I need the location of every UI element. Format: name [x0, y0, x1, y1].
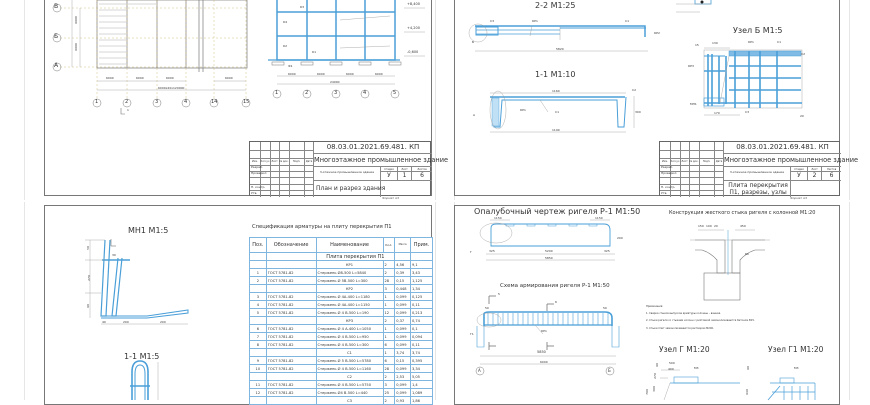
spec-col-name: Наименование — [316, 238, 383, 253]
plan-dim: 6000 — [225, 76, 233, 80]
spec-cell-pos: 2 — [250, 277, 267, 285]
spec-cell-name: Стержень Ø 4А-400 L=1150 — [316, 301, 383, 309]
spec-cell-doc: ГОСТ 5781-82 — [266, 333, 316, 341]
spec-cell-note: 0,11 — [410, 341, 432, 349]
section-cut-mark: 1 — [127, 108, 129, 112]
rebar-label-c2: С2 — [801, 52, 806, 56]
col-header: Изм. — [252, 160, 258, 163]
joint-dim: 20 — [714, 224, 718, 228]
formwork-dim: 5850 — [545, 256, 553, 260]
spec-cell-note: 0,1 — [410, 325, 432, 333]
rebar-label-mn1: МН1 — [690, 102, 697, 106]
foundation-label: Ф1 — [288, 64, 293, 68]
node-g-title: Узел Г М1:20 — [659, 345, 710, 354]
plan-dim: 6000 — [136, 76, 144, 80]
spec-cell-qty: 1 — [383, 293, 395, 301]
spec-cell-name: Стержень Ø 4А-400 L=1180 — [316, 293, 383, 301]
section-total-dim: 24000 — [330, 80, 340, 84]
spec-col-mass: Масса — [395, 238, 411, 253]
spec-cell-name: Стержень Ø 4 В-500 L=950 — [316, 333, 383, 341]
col-header: Лист — [681, 160, 688, 163]
section-2-2-dim: 5820 — [556, 47, 564, 51]
spec-cell-pos: 9 — [250, 357, 267, 365]
formwork-dim: 200 — [617, 236, 623, 240]
spec-cell-note: 5,05 — [410, 373, 432, 381]
spec-cell-mass: 0,099 — [395, 333, 411, 341]
axis-num-4: 4 — [184, 99, 188, 105]
level-mark: +8,400 — [407, 2, 420, 6]
formwork-dim: 1150 — [494, 216, 502, 220]
spec-cell-pos: 5 — [250, 309, 267, 317]
beam-formwork — [480, 220, 615, 260]
format-label: Формат А3 — [382, 196, 400, 200]
sheet-title: Плита перекрытия П1, разрезы, узлы — [724, 181, 791, 197]
spec-cell-qty: 1 — [383, 349, 395, 357]
joint-dim: 450 — [740, 224, 746, 228]
section-axis-1: 1 — [275, 90, 279, 96]
axis-label-a: А — [54, 62, 59, 69]
spec-cell-qty: 3 — [383, 381, 395, 389]
section-1-1-title: 1-1 М1:10 — [535, 70, 576, 79]
spec-cell-pos: 10 — [250, 365, 267, 373]
spec-cell-doc: ГОСТ 5781-82 — [266, 301, 316, 309]
spec-cell-qty: 1 — [383, 301, 395, 309]
spec-cell-mass: 3,74 — [395, 349, 411, 357]
axis-num-2: 2 — [125, 99, 129, 105]
document-code: 08.03.01.2021.69.481. КП — [724, 142, 841, 154]
notes-title: Примечания: — [646, 305, 664, 308]
embedded-part-label: М3 — [694, 366, 699, 370]
note-2: 2. Стыки ригеля со стыками колонн с рихтовкой замоноличиваются бетоном В15. — [646, 319, 755, 322]
node-dim: 700 — [644, 389, 649, 395]
spec-cell-note: 1,86 — [410, 397, 432, 405]
spec-cell-name: С1 — [316, 349, 383, 357]
spec-cell-doc: ГОСТ 5781-82 — [266, 325, 316, 333]
object-name: 3-этажное промышленное здание — [724, 167, 791, 181]
mn1-dim: 200 — [123, 320, 129, 324]
mn1-title: МН1 М1:5 — [128, 226, 169, 235]
spec-cell-note: 0,395 — [410, 357, 432, 365]
spec-cell-note: 0,74 — [410, 317, 432, 325]
spec-cell-name: Стержень Ø 4 В-500 L=5750 — [316, 381, 383, 389]
axis-num-15: 15 — [243, 99, 250, 105]
role-label: Проверил — [251, 171, 267, 175]
node-dim: 60 — [745, 366, 750, 370]
spec-cell-note: 3,43 — [410, 269, 432, 277]
spec-cell-pos: 11 — [250, 381, 267, 389]
spec-cell-doc: ГОСТ 5781-82 — [266, 309, 316, 317]
spec-cell-qty: 28 — [383, 277, 395, 285]
role-label: Разраб. — [661, 165, 673, 169]
sheet-header: Лист — [398, 167, 412, 172]
axis-num-14: 14 — [211, 99, 218, 105]
spec-cell-mass: 0,099 — [395, 341, 411, 349]
stage-value: У — [381, 172, 398, 181]
spec-cell-note: 0,125 — [410, 293, 432, 301]
mn1-dim: 270 — [86, 275, 91, 281]
formwork-dim: 1150 — [595, 216, 603, 220]
spec-cell-mass: 0,099 — [395, 365, 411, 373]
col-header: Подп. — [292, 160, 301, 163]
rebar-label-kr3: КР3 — [688, 64, 694, 68]
col-header: Кол.уч — [260, 160, 270, 163]
spec-cell-pos: 6 — [250, 325, 267, 333]
sheet-header: Лист — [808, 167, 822, 172]
reinforcement-dim: 5850 — [537, 350, 546, 354]
node-a-callout: А — [473, 113, 476, 117]
spec-cell-note: 1,089 — [410, 389, 432, 397]
spec-cell-qty: 2 — [383, 397, 395, 405]
node-dim: 640 — [744, 389, 749, 395]
node-g1-callout: Г1 — [470, 332, 474, 336]
mn1-dim: 50 — [85, 246, 90, 250]
spec-cell-mass: 0,93 — [395, 397, 411, 405]
spec-table-title: Спецификация арматуры на плиту перекрытия П1 — [252, 224, 392, 230]
section-dim: 6000 — [375, 72, 383, 76]
note-3: 3. Стыки плит замоноличиваются раствором М200. — [646, 327, 714, 330]
spec-cell-mass: 0,099 — [395, 309, 411, 317]
format-label: Формат А3 — [790, 196, 808, 200]
rebar-label-kr1: КР1 — [541, 329, 547, 333]
spec-cell-mass: 4,56 — [395, 261, 411, 269]
node-g1-detail — [768, 378, 815, 400]
spec-cell-qty: 1 — [383, 333, 395, 341]
node-dim: 400 — [668, 367, 674, 371]
cut-mark: 6 — [555, 300, 557, 304]
spec-cell-name: Стержень Ø8-500 L=5840 — [316, 269, 383, 277]
spec-cell-name: Стержень Ø4 В-500 L=440 — [316, 389, 383, 397]
col-header: Подп. — [702, 160, 711, 163]
section-axis-3: 3 — [334, 90, 338, 96]
col-header: № док. — [279, 160, 289, 163]
node-g-detail — [660, 370, 740, 400]
spec-cell-qty: 28 — [383, 365, 395, 373]
rebar-label-kr1: КР1 — [532, 19, 538, 23]
mn1-dim: 30 — [112, 253, 116, 257]
spec-cell-note: 0,094 — [410, 333, 432, 341]
document-code: 08.03.01.2021.69.481. КП — [314, 142, 432, 154]
spec-cell-doc: ГОСТ 5781-82 — [266, 389, 316, 397]
spec-cell-qty: 12 — [383, 309, 395, 317]
spec-cell-note: 0,11 — [410, 301, 432, 309]
plan-vert-dim: 6000 — [73, 43, 78, 51]
spec-cell-qty: 25 — [383, 389, 395, 397]
mn1-dim: 200 — [160, 320, 166, 324]
level-mark: +4,200 — [407, 26, 420, 30]
embedded-part-label: М3 — [794, 366, 799, 370]
project-name: Многоэтажное промышленное здание — [724, 154, 841, 167]
object-name: 3-этажное промышленное здание — [314, 167, 381, 181]
spec-cell-note: 1,34 — [410, 285, 432, 293]
spec-cell-mass: 0,099 — [395, 381, 411, 389]
spec-cell-mass: 0,37 — [395, 317, 411, 325]
spec-col-pos: Поз. — [250, 238, 267, 253]
section-axis-2: 2 — [305, 90, 309, 96]
col-header: Кол.уч — [670, 160, 680, 163]
rebar-label-c1: С1 — [625, 19, 630, 23]
spec-cell-pos: 7 — [250, 333, 267, 341]
section-1-1-dim: 1160 — [552, 89, 560, 93]
formwork-dim: 325 — [604, 249, 610, 253]
column-label: К4 — [283, 20, 288, 24]
axis-b: Б — [608, 368, 611, 373]
stage-value: У — [791, 172, 808, 181]
spec-cell-qty: 2 — [383, 269, 395, 277]
plan-dim: 6000 — [106, 76, 114, 80]
project-name: Многоэтажное промышленное здание — [314, 154, 432, 167]
reinforcement-title: Схема армирования ригеля Р-1 М1:50 — [500, 283, 610, 289]
sheets-header: Листов — [822, 167, 841, 172]
plan-total-dim: 6000х20х120000 — [158, 86, 185, 90]
section-dim: 6000 — [288, 72, 296, 76]
spec-cell-note: 1,125 — [410, 277, 432, 285]
axis-a: А — [478, 368, 481, 373]
sheet-number: 2 — [808, 172, 822, 181]
spec-cell-name: С2 — [316, 373, 383, 381]
spec-cell-name: КР3 — [316, 317, 383, 325]
section-dim: 6000 — [346, 72, 354, 76]
section-axis-5: 5 — [393, 90, 397, 96]
sheets-header: Листов — [412, 167, 432, 172]
sheets-total: 6 — [822, 172, 841, 181]
stage-header: Стадия — [381, 167, 398, 172]
spec-col-note: Прим. — [410, 238, 432, 253]
section-1-1-dim: 1190 — [552, 128, 560, 132]
spec-cell-mass: 0,099 — [395, 293, 411, 301]
axis-num-3: 3 — [155, 99, 159, 105]
spec-cell-mass: 0,448 — [395, 285, 411, 293]
spec-cell-doc: ГОСТ 5781-82 — [266, 341, 316, 349]
spec-col-qty: Кол. — [383, 238, 395, 253]
role-label: Разраб. — [251, 165, 263, 169]
end-dim: 50 — [485, 306, 489, 310]
spec-cell-name: Стержень Ø 5В-500 L=300 — [316, 277, 383, 285]
spec-cell-name: Стержень Ø 4 В-500 L=1160 — [316, 365, 383, 373]
node-b-dim: 15 — [695, 43, 699, 47]
spec-cell-name: КР2 — [316, 285, 383, 293]
rebar-label-c3: С3 — [490, 19, 495, 23]
column-label: К3 — [300, 5, 305, 9]
axis-label-v: В — [54, 3, 59, 10]
node-b-callout: Б — [472, 40, 475, 44]
node-g-callout: Г — [470, 250, 472, 254]
spec-group-label: Плита перекрытия П1 — [316, 253, 395, 261]
spec-cell-note: 3,34 — [410, 365, 432, 373]
sheet-title: План и разрез здания — [314, 181, 381, 197]
role-label: Н. контр. — [251, 185, 266, 189]
node-b-dim: 130 — [712, 41, 718, 45]
role-label: Н. контр. — [661, 185, 676, 189]
spec-cell-doc: ГОСТ 5781-82 — [266, 381, 316, 389]
spec-cell-name: Стержень Ø 5 В-500 L=5780 — [316, 357, 383, 365]
spec-cell-qty: 6 — [383, 341, 395, 349]
spec-cell-doc: ГОСТ 5781-82 — [266, 357, 316, 365]
level-mark: -0,600 — [407, 50, 419, 54]
node-dim: 500 — [669, 361, 675, 365]
spec-cell-note: 3,74 — [410, 349, 432, 357]
node-dim: 60 — [654, 363, 659, 367]
sheet-number: 1 — [398, 172, 412, 181]
node-dim: 300 — [651, 386, 656, 392]
joint-dim: 100 — [706, 224, 712, 228]
spec-cell-doc: ГОСТ 5781-82 — [266, 293, 316, 301]
spec-cell-pos: 4 — [250, 301, 267, 309]
spec-cell-name: КР1 — [316, 261, 383, 269]
formwork-dim: 5200 — [545, 249, 553, 253]
spec-cell-qty: 6 — [383, 357, 395, 365]
spec-cell-mass: 2,53 — [395, 373, 411, 381]
column-label: К1 — [312, 50, 317, 54]
spec-cell-qty: 2 — [383, 373, 395, 381]
spec-cell-pos: 1 — [250, 269, 267, 277]
spec-cell-name: С3 — [316, 397, 383, 405]
rebar-label-c1: С1 — [555, 110, 560, 114]
axis-label-b: Б — [54, 33, 59, 40]
formwork-title: Опалубочный чертеж ригеля Р-1 М1:50 — [474, 207, 641, 216]
mn1-dim: 40 — [102, 320, 106, 324]
spec-cell-mass: 0,15 — [395, 277, 411, 285]
stage-header: Стадия — [791, 167, 808, 172]
role-label: Проверил — [661, 171, 677, 175]
plan-vert-dim: 6000 — [73, 16, 78, 24]
spec-cell-qty: 1 — [383, 325, 395, 333]
section-1-1-title: 1-1 М1:5 — [124, 352, 160, 361]
spec-cell-mass: 0,39 — [395, 269, 411, 277]
spec-cell-mass: 0,15 — [395, 357, 411, 365]
section-dim: 6000 — [317, 72, 325, 76]
rebar-label-c3: С3 — [745, 110, 750, 114]
rebar-label-c1: С1 — [777, 40, 782, 44]
node-b-dim: 20 — [800, 114, 804, 118]
role-label: Утв. — [661, 191, 668, 195]
col-header: Лист — [271, 160, 278, 163]
node-b-title: Узел Б М1:5 — [733, 26, 783, 35]
joint-dim: 150 — [698, 224, 704, 228]
spec-cell-qty: 2 — [383, 317, 395, 325]
spec-cell-pos: 12 — [250, 389, 267, 397]
spec-cell-pos: 8 — [250, 341, 267, 349]
section-axis-4: 4 — [363, 90, 367, 96]
node-dim: 270 — [652, 373, 657, 379]
spec-cell-doc: ГОСТ 5781-82 — [266, 277, 316, 285]
formwork-dim: 325 — [489, 249, 495, 253]
reinforcement-dim: 6000 — [540, 360, 548, 364]
spec-cell-note: 9,1 — [410, 261, 432, 269]
spec-cell-note: 1,4 — [410, 381, 432, 389]
cut-mark: 5 — [498, 292, 500, 296]
end-dim: 50 — [603, 306, 607, 310]
spec-cell-mass: 0,099 — [395, 325, 411, 333]
spec-cell-doc: ГОСТ 5781-82 — [266, 269, 316, 277]
column-label: К2 — [283, 44, 288, 48]
col-header: Дата — [305, 160, 313, 163]
section-1-1-dim: 300 — [635, 110, 641, 114]
spec-col-doc: Обозначение — [266, 238, 316, 253]
beam-column-joint — [690, 230, 770, 300]
col-header: № док. — [689, 160, 699, 163]
spec-cell-name: Стержень Ø 4 В-500 L=300 — [316, 341, 383, 349]
spec-cell-name: Стержень Ø 4 А-400 L=1050 — [316, 325, 383, 333]
sheets-total: 6 — [412, 172, 432, 181]
axis-num-1: 1 — [95, 99, 99, 105]
spec-cell-doc: ГОСТ 5781-82 — [266, 365, 316, 373]
joint-dim: 60 — [745, 252, 749, 256]
rebar-label-kr1: КР1 — [748, 40, 754, 44]
spec-cell-qty: 2 — [383, 261, 395, 269]
spec-cell-note: 0,213 — [410, 309, 432, 317]
node-g1-title: Узел Г1 М1:20 — [768, 345, 824, 354]
rebar-label-kr1: КР1 — [520, 108, 526, 112]
note-1: 1. Сварка стыков выпусков арматуры колонны – ванная. — [646, 312, 721, 315]
rebar-label-c2: С2 — [632, 88, 637, 92]
spec-cell-mass: 0,099 — [395, 301, 411, 309]
rebar-label-kr2: КР2 — [654, 31, 660, 35]
spec-cell-qty: 3 — [383, 285, 395, 293]
plan-dim: 6000 — [166, 76, 174, 80]
mn1-dim: 60 — [85, 304, 90, 308]
spec-cell-name: Стержень Ø 4 В-500 L=190 — [316, 309, 383, 317]
role-label: Утв. — [251, 191, 258, 195]
node-b-dim: 170 — [714, 111, 720, 115]
col-header: Изм. — [662, 160, 668, 163]
spec-cell-pos: 3 — [250, 293, 267, 301]
joint-title: Конструкция жесткого стыка ригеля с колонной М1:20 — [669, 210, 816, 216]
spec-cell-mass: 0,099 — [395, 389, 411, 397]
section-2-2-title: 2-2 М1:25 — [535, 1, 576, 10]
col-header: Дата — [715, 160, 723, 163]
